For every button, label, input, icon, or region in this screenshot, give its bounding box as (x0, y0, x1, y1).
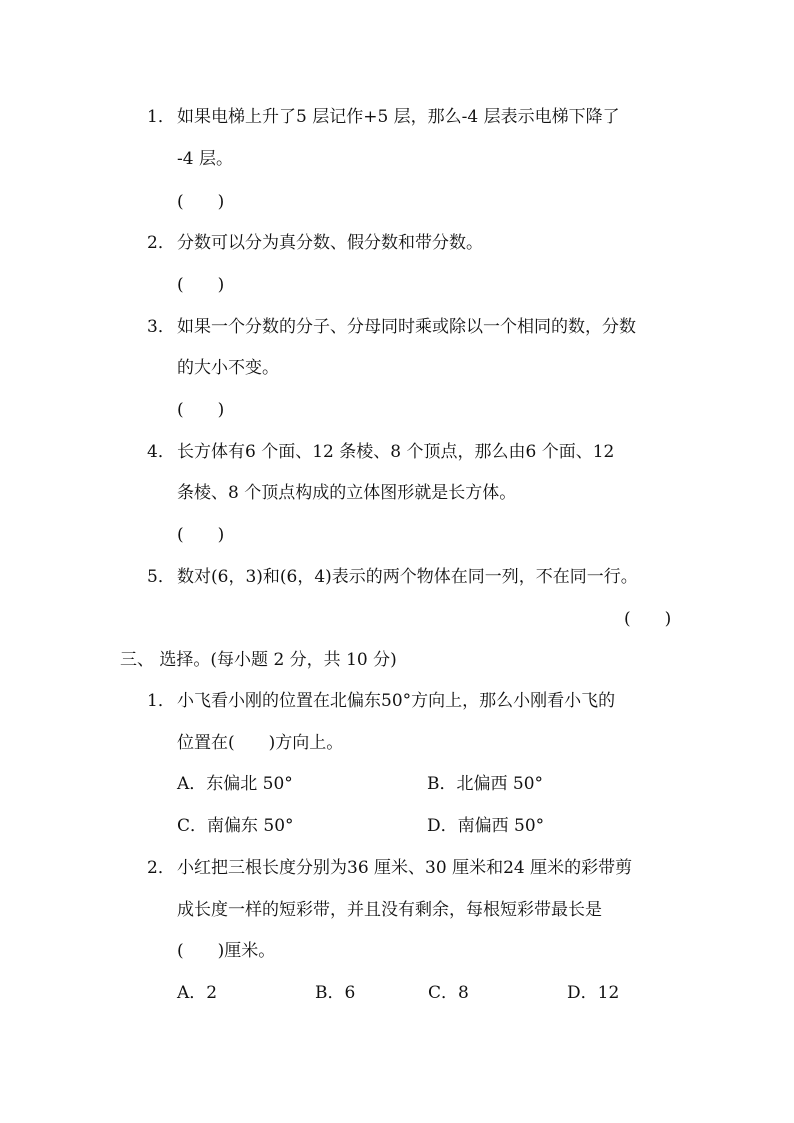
mc-q2-option-b[interactable]: B．6 (315, 983, 356, 1003)
mc-q1-option-a[interactable]: A．东偏北 50° (177, 774, 293, 794)
mc-q2-option-c[interactable]: C．8 (428, 983, 469, 1003)
tf-q1-number: 1． (147, 107, 175, 127)
tf-q3-text-line1: 如果一个分数的分子、分母同时乘或除以一个相同的数，分数 (177, 317, 636, 337)
tf-q1-answer-blank[interactable]: ( ) (177, 192, 225, 212)
tf-q2-number: 2． (147, 233, 175, 253)
mc-q1-option-d[interactable]: D．南偏西 50° (427, 816, 545, 836)
mc-q2-number: 2． (147, 858, 175, 878)
tf-q1-text-line2: -4 层。 (177, 149, 233, 169)
mc-q2-text-line2: 成长度一样的短彩带，并且没有剩余，每根短彩带最长是 (177, 900, 602, 920)
tf-q4-text-line1: 长方体有6 个面、12 条棱、8 个顶点，那么由6 个面、12 (177, 442, 615, 462)
tf-q5-number: 5． (147, 567, 175, 587)
tf-q3-text-line2: 的大小不变。 (177, 358, 279, 378)
mc-q2-option-d[interactable]: D．12 (567, 983, 620, 1003)
mc-q2-option-a[interactable]: A．2 (177, 983, 218, 1003)
tf-q4-text-line2: 条棱、8 个顶点构成的立体图形就是长方体。 (177, 483, 517, 503)
mc-q2-text-line3: ( )厘米。 (177, 941, 276, 961)
mc-q1-text-line2: 位置在( )方向上。 (177, 733, 344, 753)
tf-q5-text-line1: 数对(6，3)和(6，4)表示的两个物体在同一列，不在同一行。 (177, 567, 638, 587)
mc-q2-text-line1: 小红把三根长度分别为36 厘米、30 厘米和24 厘米的彩带剪 (177, 858, 633, 878)
tf-q3-number: 3． (147, 317, 175, 337)
mc-q1-text-line1: 小飞看小刚的位置在北偏东50°方向上，那么小刚看小飞的 (177, 691, 616, 711)
tf-q2-answer-blank[interactable]: ( ) (177, 275, 225, 295)
mc-q1-number: 1． (147, 691, 175, 711)
tf-q3-answer-blank[interactable]: ( ) (177, 400, 225, 420)
tf-q2-text-line1: 分数可以分为真分数、假分数和带分数。 (177, 233, 483, 253)
section-3-heading: 三、 选择。(每小题 2 分，共 10 分) (120, 650, 397, 670)
tf-q4-number: 4． (147, 442, 175, 462)
tf-q1-text-line1: 如果电梯上升了5 层记作+5 层，那么-4 层表示电梯下降了 (177, 107, 620, 127)
tf-q5-answer-blank[interactable]: ( ) (624, 609, 672, 629)
mc-q1-option-b[interactable]: B．北偏西 50° (427, 774, 544, 794)
mc-q1-option-c[interactable]: C．南偏东 50° (177, 816, 294, 836)
tf-q4-answer-blank[interactable]: ( ) (177, 525, 225, 545)
